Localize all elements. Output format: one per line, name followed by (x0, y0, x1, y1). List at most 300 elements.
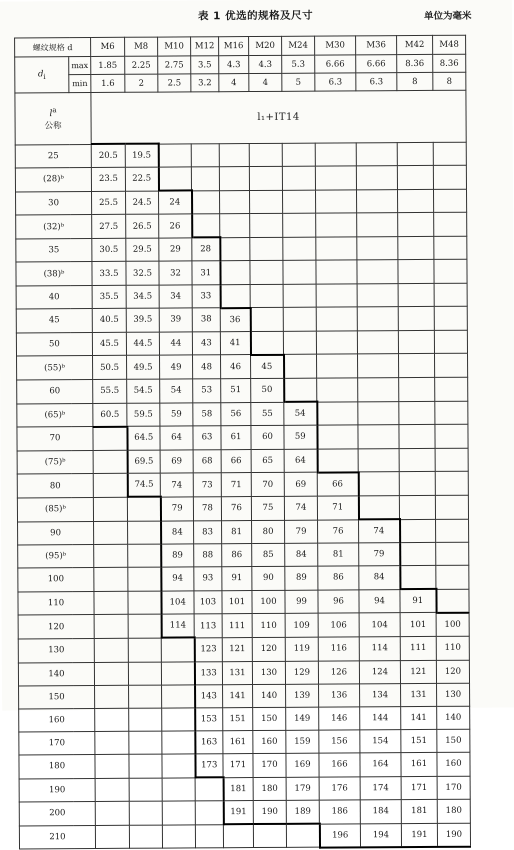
length-value-cell (398, 307, 434, 331)
length-value-cell: 180 (437, 799, 470, 823)
length-value-cell: 32 (159, 261, 192, 284)
length-value-cell: 64 (160, 426, 193, 450)
length-value-cell (94, 591, 128, 615)
table-row (18, 589, 469, 615)
length-value-cell: 24 (159, 191, 192, 215)
length-value-cell (219, 167, 249, 191)
di-min-value: 8 (433, 72, 466, 90)
length-value-cell: 70 (251, 473, 284, 497)
length-value-cell (94, 615, 128, 639)
length-value-cell (434, 236, 467, 260)
length-value-cell (356, 189, 397, 213)
length-value-cell: 80 (252, 520, 285, 544)
length-value-cell (93, 450, 127, 474)
length-value-cell: 54 (284, 402, 317, 426)
table-row (15, 165, 466, 191)
length-value-cell: 150 (253, 707, 286, 730)
length-value-cell: 86 (318, 566, 359, 590)
length-value-cell (434, 330, 467, 354)
thread-size-m16: M16 (219, 37, 249, 56)
length-value-cell (317, 378, 358, 402)
di-symbol (15, 57, 69, 93)
length-value-cell: 24.5 (126, 191, 159, 215)
length-value-cell (356, 166, 397, 190)
table-row (17, 401, 468, 427)
table-row (17, 448, 468, 474)
length-value-cell: 46 (221, 355, 251, 379)
length-value-cell (358, 378, 399, 402)
length-value-cell (399, 425, 435, 449)
length-value-cell (398, 260, 434, 283)
length-value-cell (317, 425, 358, 449)
length-value-cell (162, 754, 195, 778)
length-value-cell (358, 425, 399, 449)
nominal-length-cell: (38)ᵇ (16, 262, 92, 286)
nominal-length-cell: 25 (15, 144, 91, 168)
length-value-cell: 111 (222, 614, 252, 638)
table-row (19, 729, 470, 755)
length-value-cell (435, 354, 468, 378)
length-value-cell (253, 824, 286, 848)
thread-size-m42: M42 (397, 35, 433, 54)
length-value-cell: 150 (437, 729, 470, 752)
nominal-length-cell: (85)ᵇ (17, 497, 93, 521)
length-value-cell: 86 (222, 544, 252, 567)
table-row (19, 823, 470, 849)
length-value-cell (249, 166, 282, 190)
length-value-cell: 153 (195, 707, 223, 730)
nominal-length-cell: (95)ᵇ (18, 545, 94, 569)
length-value-cell: 104 (359, 613, 400, 637)
length-value-cell: 64.5 (127, 426, 160, 450)
length-value-cell (398, 330, 434, 354)
nominal-length-cell: 30 (16, 191, 92, 215)
length-value-cell (284, 378, 317, 402)
length-value-cell: 96 (318, 590, 359, 614)
length-value-cell (192, 190, 220, 214)
length-value-cell: 139 (286, 684, 319, 707)
length-value-cell: 170 (253, 753, 286, 777)
di-min-value: 1.6 (91, 74, 125, 92)
thread-size-m30: M30 (315, 36, 356, 55)
thread-size-m48: M48 (433, 35, 466, 54)
length-value-cell: 144 (360, 706, 401, 729)
length-value-cell: 110 (252, 614, 285, 638)
length-value-cell: 154 (360, 729, 401, 752)
nominal-length-cell: 100 (18, 568, 94, 592)
length-value-cell: 100 (252, 590, 285, 614)
length-value-cell (433, 165, 466, 189)
length-symbol-sup: a (52, 105, 57, 115)
length-value-cell (161, 638, 194, 662)
length-value-cell: 120 (436, 660, 469, 683)
length-value-cell: 50 (251, 378, 284, 402)
length-value-cell (95, 754, 129, 778)
table-row (17, 424, 468, 450)
length-value-cell: 130 (252, 661, 285, 684)
length-value-cell (283, 331, 316, 355)
di-max-label: max (69, 57, 91, 75)
di-min-value: 8 (397, 72, 433, 90)
length-value-cell: 27.5 (92, 215, 126, 239)
table-row (19, 706, 470, 732)
di-max-value: 6.66 (356, 55, 397, 73)
length-value-cell: 55.5 (93, 379, 127, 403)
length-value-cell (400, 566, 436, 590)
length-value-cell: 60 (251, 425, 284, 449)
length-value-cell (436, 542, 469, 565)
length-value-cell: 159 (286, 730, 319, 753)
length-value-cell: 171 (223, 753, 253, 777)
length-value-cell: 53 (193, 379, 221, 403)
nominal-length-cell: (55)ᵇ (17, 356, 93, 380)
length-value-cell: 126 (318, 660, 359, 683)
nominal-length-cell: 180 (19, 754, 95, 778)
length-symbol: l (49, 109, 53, 120)
length-value-cell: 156 (319, 730, 360, 753)
length-value-cell (399, 495, 435, 519)
length-value-cell (316, 237, 357, 261)
length-value-cell: 174 (360, 776, 401, 800)
length-value-cell (127, 497, 160, 521)
length-value-cell (316, 260, 357, 283)
length-value-cell (286, 824, 319, 848)
length-value-cell (128, 544, 161, 567)
length-value-cell: 83 (194, 520, 222, 544)
nominal-length-cell: (75)ᵇ (17, 450, 93, 474)
length-value-cell: 189 (286, 800, 319, 824)
length-value-cell: 130 (437, 683, 470, 706)
length-value-cell: 44.5 (126, 332, 159, 356)
length-value-cell (162, 731, 195, 754)
length-value-cell (162, 801, 195, 825)
length-value-cell (397, 166, 433, 190)
thread-size-m8: M8 (125, 37, 158, 56)
length-value-cell (358, 401, 399, 425)
length-value-cell: 120 (252, 637, 285, 661)
length-value-cell (434, 306, 467, 330)
length-value-cell: 29 (159, 238, 192, 262)
nominal-length-cell: 45 (16, 309, 92, 333)
di-max-value: 6.66 (315, 55, 356, 73)
length-value-cell: 51 (221, 378, 251, 402)
length-value-cell: 160 (253, 730, 286, 753)
table-row (19, 752, 470, 778)
length-value-cell (316, 283, 357, 307)
length-value-cell: 166 (319, 753, 360, 777)
length-value-cell (435, 401, 468, 425)
length-value-cell: 30.5 (92, 238, 126, 262)
length-value-cell: 69 (160, 450, 193, 474)
table-row (16, 212, 467, 238)
di-max-value: 3.5 (191, 56, 219, 74)
table-row (16, 330, 467, 356)
length-value-cell: 74 (160, 473, 193, 497)
length-value-cell (283, 237, 316, 261)
nominal-length-cell: 160 (19, 708, 95, 732)
length-value-cell (316, 331, 357, 355)
length-value-cell (250, 214, 283, 238)
length-value-cell: 121 (400, 660, 436, 683)
length-value-cell (250, 261, 283, 284)
length-value-cell: 151 (401, 729, 437, 752)
table-row (16, 283, 467, 309)
length-value-cell: 164 (360, 753, 401, 777)
length-value-cell: 45.5 (92, 332, 126, 356)
length-value-cell (95, 801, 129, 825)
length-value-cell (357, 237, 398, 261)
length-value-cell: 39.5 (126, 308, 159, 332)
length-value-cell (435, 424, 468, 448)
di-min-value: 6.3 (356, 73, 397, 91)
table-row (19, 799, 470, 825)
length-value-cell (283, 213, 316, 237)
table-row (16, 306, 467, 332)
length-value-cell: 160 (437, 752, 470, 776)
length-value-cell (94, 544, 128, 567)
length-value-cell (435, 377, 468, 401)
nominal-length-cell: 210 (19, 825, 95, 849)
length-value-cell: 29.5 (126, 238, 159, 262)
length-value-cell (94, 567, 128, 591)
length-value-cell: 180 (253, 777, 286, 801)
di-min-value: 2 (125, 74, 158, 92)
length-value-cell (436, 565, 469, 589)
length-value-cell: 78 (193, 497, 221, 521)
di-min-value: 4 (219, 74, 249, 92)
length-value-cell: 73 (193, 473, 221, 497)
nominal-length-cell: 90 (18, 521, 94, 545)
length-value-cell (95, 825, 129, 849)
length-value-cell (162, 708, 195, 731)
length-value-cell: 114 (359, 637, 400, 661)
length-value-cell: 190 (253, 800, 286, 824)
length-value-cell: 100 (436, 613, 469, 637)
length-value-cell: 41 (220, 331, 250, 355)
di-max-value: 8.36 (397, 54, 433, 72)
length-value-cell (357, 330, 398, 354)
table-row (17, 354, 468, 380)
length-value-cell: 48 (193, 355, 221, 379)
length-value-cell: 69.5 (127, 450, 160, 474)
length-value-cell: 79 (359, 543, 400, 566)
length-value-cell: 101 (400, 613, 436, 637)
length-value-cell: 44 (159, 332, 192, 356)
length-header-cell (15, 93, 91, 145)
length-value-cell: 85 (252, 543, 285, 566)
length-value-cell: 191 (401, 823, 437, 847)
length-value-cell (220, 237, 250, 261)
length-value-cell (220, 261, 250, 284)
length-value-cell (219, 143, 249, 167)
length-value-cell: 26 (159, 214, 192, 238)
length-value-cell: 23.5 (91, 167, 125, 191)
length-value-cell: 55 (251, 402, 284, 426)
length-value-cell: 66 (221, 449, 251, 473)
length-value-cell: 123 (194, 638, 222, 662)
length-value-cell (128, 662, 161, 685)
length-value-cell (397, 142, 433, 166)
di-max-value: 8.36 (433, 54, 466, 72)
length-value-cell: 31 (192, 261, 220, 284)
length-value-cell: 186 (319, 800, 360, 824)
nominal-length-cell: (65)ᵇ (17, 403, 93, 427)
length-value-cell: 114 (161, 614, 194, 638)
thread-size-m20: M20 (249, 36, 282, 55)
length-value-cell (249, 143, 282, 167)
length-value-cell (95, 731, 129, 754)
length-value-cell (436, 519, 469, 543)
length-value-cell: 22.5 (125, 167, 158, 191)
length-value-cell (358, 472, 399, 496)
length-value-cell: 103 (194, 590, 222, 614)
length-value-cell (129, 731, 162, 754)
nominal-length-cell: 150 (19, 685, 95, 709)
di-max-value: 4.3 (249, 55, 282, 73)
length-value-cell (434, 283, 467, 307)
length-value-cell (284, 354, 317, 378)
length-value-cell: 89 (161, 544, 194, 567)
di-min-value: 3.2 (191, 74, 219, 92)
length-value-cell: 64 (284, 449, 317, 473)
unit-label: 单位为毫米 (423, 10, 472, 22)
length-value-cell: 88 (194, 544, 222, 567)
length-value-cell (129, 685, 162, 708)
di-min-value: 4 (249, 73, 282, 91)
length-value-cell (129, 708, 162, 731)
length-value-cell (356, 142, 397, 166)
length-value-cell: 49.5 (127, 355, 160, 379)
length-value-cell (398, 213, 434, 237)
length-value-cell: 75 (251, 496, 284, 520)
length-value-cell: 111 (400, 636, 436, 660)
length-value-cell (317, 401, 358, 425)
length-value-cell (317, 449, 358, 473)
length-value-cell: 59 (160, 402, 193, 426)
length-value-cell: 79 (285, 520, 318, 544)
nominal-length-cell: (32)ᵇ (16, 215, 92, 239)
length-value-cell: 38 (192, 308, 220, 332)
length-value-cell: 25.5 (92, 191, 126, 215)
length-value-cell (434, 260, 467, 283)
length-value-cell: 161 (401, 752, 437, 776)
length-value-cell (435, 472, 468, 496)
table-row (18, 542, 469, 568)
length-value-cell (162, 825, 195, 849)
nominal-length-cell: 170 (19, 731, 95, 755)
length-value-cell: 176 (319, 776, 360, 800)
length-value-cell (282, 166, 315, 190)
length-value-cell: 173 (195, 754, 223, 778)
length-value-cell (162, 777, 195, 801)
length-value-cell (398, 283, 434, 307)
length-value-cell (94, 638, 128, 662)
length-value-cell: 76 (221, 496, 251, 520)
length-value-cell: 136 (319, 684, 360, 707)
length-value-cell (220, 190, 250, 214)
length-value-cell: 109 (285, 614, 318, 638)
thread-size-m12: M12 (191, 37, 219, 56)
length-value-cell (436, 589, 469, 613)
length-value-cell: 149 (286, 707, 319, 730)
length-value-cell: 65 (251, 449, 284, 473)
length-value-cell (357, 283, 398, 307)
length-value-cell: 35.5 (92, 285, 126, 309)
length-value-cell: 101 (222, 590, 252, 614)
table-row (17, 377, 468, 403)
length-header-row (15, 90, 466, 144)
table-row (19, 683, 470, 709)
length-value-cell (316, 307, 357, 331)
thread-size-m10: M10 (158, 37, 191, 56)
table-row (15, 142, 466, 168)
length-value-cell: 54.5 (127, 379, 160, 403)
length-value-cell: 79 (160, 497, 193, 521)
length-value-cell: 59.5 (127, 403, 160, 427)
di-max-value: 4.3 (219, 56, 249, 74)
length-value-cell: 34 (159, 284, 192, 308)
length-value-cell: 20.5 (91, 144, 125, 168)
length-value-cell (128, 638, 161, 662)
length-value-cell: 133 (194, 661, 222, 684)
length-value-cell (358, 354, 399, 378)
di-min-value: 2.5 (158, 74, 191, 92)
length-value-cell: 45 (251, 355, 284, 379)
length-value-cell (282, 143, 315, 167)
length-value-cell: 94 (161, 567, 194, 591)
length-value-cell: 181 (223, 777, 253, 801)
length-value-cell: 140 (253, 684, 286, 707)
length-value-cell (220, 284, 250, 308)
length-value-cell: 58 (193, 402, 221, 426)
length-value-cell (399, 377, 435, 401)
nominal-length-cell: 140 (18, 662, 94, 686)
length-value-cell: 131 (222, 661, 252, 684)
length-value-cell: 33 (192, 284, 220, 308)
nominal-length-cell: (28)ᵇ (15, 168, 91, 192)
length-value-cell: 116 (318, 637, 359, 661)
thread-size-m24: M24 (282, 36, 315, 55)
table-row (18, 565, 469, 591)
length-value-cell: 124 (359, 660, 400, 683)
length-value-cell (94, 662, 128, 685)
length-value-cell: 121 (222, 638, 252, 662)
length-value-cell: 110 (436, 636, 469, 660)
length-value-cell: 63 (193, 426, 221, 450)
length-nominal-label: 公称 (44, 121, 62, 132)
table-row (17, 472, 468, 498)
length-value-cell: 89 (285, 566, 318, 590)
nominal-length-cell: 120 (18, 615, 94, 639)
length-value-cell: 170 (437, 776, 470, 800)
length-value-cell (433, 189, 466, 213)
table-row (19, 776, 470, 802)
length-value-cell (316, 213, 357, 237)
length-value-cell (357, 260, 398, 283)
length-value-cell: 151 (223, 707, 253, 730)
length-value-cell (191, 167, 219, 191)
length-value-cell (315, 166, 356, 190)
length-value-cell: 91 (400, 589, 436, 613)
di-min-value: 5 (282, 73, 315, 91)
length-value-cell (195, 777, 223, 801)
length-value-cell: 54 (160, 379, 193, 403)
table-title: 表 1 优选的规格及尺寸 (197, 9, 314, 23)
length-value-cell: 91 (222, 567, 252, 591)
di-symbol-letter: d (37, 68, 44, 79)
length-value-cell (95, 778, 129, 802)
title-line (0, 6, 512, 27)
